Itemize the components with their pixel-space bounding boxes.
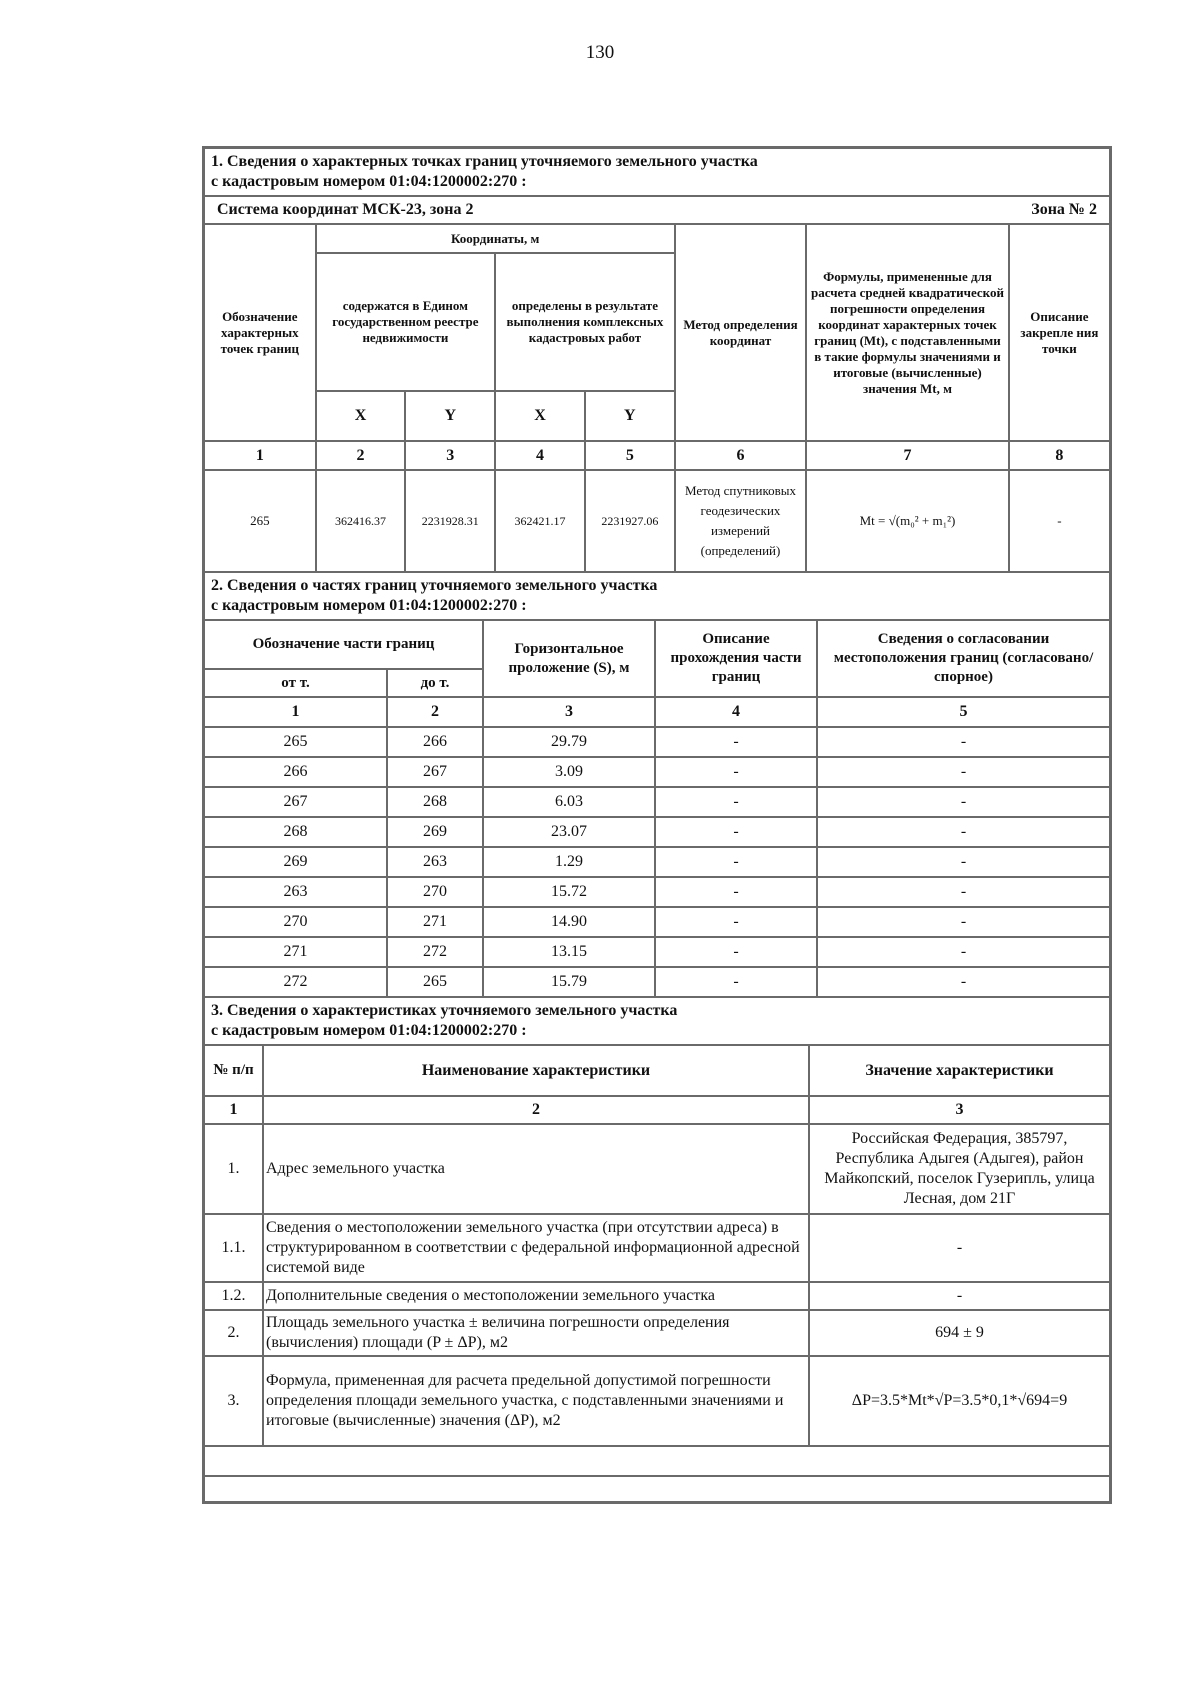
from-point: 270 (205, 907, 387, 937)
row-number: 1.2. (205, 1282, 263, 1310)
from-point: 267 (205, 787, 387, 817)
distance: 3.09 (483, 757, 655, 787)
passage-description: - (655, 967, 817, 997)
col-number: 2 (263, 1096, 809, 1124)
table-row (205, 907, 1109, 937)
section2-title-line1: 2. Сведения о частях границ уточняемого земельного участка (211, 577, 658, 594)
distance: 1.29 (483, 847, 655, 877)
x-determined: 362421.17 (495, 470, 585, 572)
agreement: - (817, 877, 1109, 907)
characteristic-name: Формула, примененная для расчета предельной допустимой погрешности определения площади земельного участка, с подставленными значениями и итоговые (вычисленные) значения (ΔP), м2 (263, 1356, 809, 1446)
distance: 14.90 (483, 907, 655, 937)
to-point: 269 (387, 817, 483, 847)
to-point: 267 (387, 757, 483, 787)
characteristic-name: Адрес земельного участка (263, 1124, 809, 1214)
to-point: 268 (387, 787, 483, 817)
distance: 15.79 (483, 967, 655, 997)
coordinate-system-row (205, 197, 1109, 225)
from-point: 269 (205, 847, 387, 877)
agreement: - (817, 817, 1109, 847)
from-point: 263 (205, 877, 387, 907)
section1-title-line1: 1. Сведения о характерных точках границ уточняемого земельного участка (211, 153, 758, 170)
characteristic-name: Сведения о местоположении земельного участка (при отсутствии адреса) в структурированном в соответствии с федеральной информационной адресной системой виде (263, 1214, 809, 1282)
col-number: 3 (483, 697, 655, 727)
agreement: - (817, 937, 1109, 967)
col-number: 1 (205, 697, 387, 727)
passage-description: - (655, 847, 817, 877)
section1-title (205, 149, 1109, 197)
agreement: - (817, 847, 1109, 877)
distance: 23.07 (483, 817, 655, 847)
table-row (205, 470, 1109, 572)
table-row (205, 1310, 1109, 1356)
header-passage-description: Описание прохождения части границ (655, 621, 817, 697)
characteristic-value: ΔP=3.5*Mt*√P=3.5*0,1*√694=9 (809, 1356, 1109, 1446)
table-row (205, 1214, 1109, 1282)
characteristic-name: Площадь земельного участка ± величина погрешности определения (вычисления) площади (P ± ΔP), м2 (263, 1310, 809, 1356)
header-x-determined: X (495, 391, 585, 441)
section2-title-line2: с кадастровым номером 01:04:1200002:270 : (211, 597, 527, 614)
characteristic-value: - (809, 1214, 1109, 1282)
section3-title-line1: 3. Сведения о характеристиках уточняемого земельного участка (211, 1002, 678, 1019)
page-number: 130 (585, 42, 615, 63)
distance: 29.79 (483, 727, 655, 757)
to-point: 271 (387, 907, 483, 937)
table-row (205, 937, 1109, 967)
to-point: 266 (387, 727, 483, 757)
table-row (205, 877, 1109, 907)
from-point: 266 (205, 757, 387, 787)
header-coordinates: Координаты, м (316, 225, 675, 253)
col-number: 1 (205, 441, 316, 470)
agreement: - (817, 967, 1109, 997)
header-characteristic-value: Значение характеристики (809, 1046, 1109, 1096)
row-number: 1.1. (205, 1214, 263, 1282)
table-row (205, 1356, 1109, 1446)
header-characteristic-name: Наименование характеристики (263, 1046, 809, 1096)
agreement: - (817, 907, 1109, 937)
x-egrn: 362416.37 (316, 470, 406, 572)
header-to-point: до т. (387, 669, 483, 697)
passage-description: - (655, 817, 817, 847)
row-number: 2. (205, 1310, 263, 1356)
row-number: 3. (205, 1356, 263, 1446)
coordinate-system: Система координат МСК-23, зона 2 (217, 201, 474, 218)
formula: Mt = √(m₀² + m₁²) (806, 470, 1009, 572)
to-point: 263 (387, 847, 483, 877)
header-boundary-part: Обозначение части границ (205, 621, 483, 669)
distance: 6.03 (483, 787, 655, 817)
empty-cell (205, 1446, 1109, 1476)
y-egrn: 2231928.31 (405, 470, 495, 572)
col-number: 2 (316, 441, 406, 470)
table-row (205, 787, 1109, 817)
to-point: 265 (387, 967, 483, 997)
section2-title (205, 573, 1109, 621)
header-formulas: Формулы, примененные для расчета средней квадратической погрешности определения координат характерных точек границ (Mt), с подставленными в такие формулы значениями и итоговые (вычисленные) значения Mt, м (806, 225, 1009, 441)
empty-row (205, 1446, 1109, 1476)
col-number: 5 (585, 441, 675, 470)
header-y-egrn: Y (405, 391, 495, 441)
characteristics-table (205, 1046, 1109, 1477)
to-point: 272 (387, 937, 483, 967)
table-row (205, 757, 1109, 787)
header-method: Метод определения координат (675, 225, 807, 441)
y-determined: 2231927.06 (585, 470, 675, 572)
col-number: 2 (387, 697, 483, 727)
header-horizontal-distance: Горизонтальное проложение (S), м (483, 621, 655, 697)
table-row (205, 727, 1109, 757)
col-number: 4 (655, 697, 817, 727)
header-determined-coords: определены в результате выполнения комплексных кадастровых работ (495, 253, 675, 391)
table-row (205, 817, 1109, 847)
characteristic-name: Дополнительные сведения о местоположении земельного участка (263, 1282, 809, 1310)
section3-title-line2: с кадастровым номером 01:04:1200002:270 : (211, 1022, 527, 1039)
characteristic-value: 694 ± 9 (809, 1310, 1109, 1356)
from-point: 272 (205, 967, 387, 997)
row-number: 1. (205, 1124, 263, 1214)
characteristic-value: - (809, 1282, 1109, 1310)
method: Метод спутниковых геодезических измерений (определений) (675, 470, 807, 572)
document-frame (202, 146, 1112, 1504)
point-id: 265 (205, 470, 316, 572)
header-egrn-coords: содержатся в Едином государственном реестре недвижимости (316, 253, 496, 391)
header-point-description: Описание закрепле ния точки (1009, 225, 1109, 441)
passage-description: - (655, 757, 817, 787)
col-number: 8 (1009, 441, 1109, 470)
table-row (205, 1124, 1109, 1214)
passage-description: - (655, 787, 817, 817)
from-point: 268 (205, 817, 387, 847)
passage-description: - (655, 727, 817, 757)
col-number: 3 (405, 441, 495, 470)
col-number: 5 (817, 697, 1109, 727)
header-agreement: Сведения о согласовании местоположения границ (согласовано/спорное) (817, 621, 1109, 697)
passage-description: - (655, 907, 817, 937)
from-point: 265 (205, 727, 387, 757)
distance: 15.72 (483, 877, 655, 907)
header-point-designation: Обозначение характерных точек границ (205, 225, 316, 441)
header-y-determined: Y (585, 391, 675, 441)
col-number: 7 (806, 441, 1009, 470)
table-row (205, 847, 1109, 877)
from-point: 271 (205, 937, 387, 967)
header-row-number: № п/п (205, 1046, 263, 1096)
passage-description: - (655, 877, 817, 907)
col-number: 4 (495, 441, 585, 470)
distance: 13.15 (483, 937, 655, 967)
points-table (205, 225, 1109, 573)
agreement: - (817, 727, 1109, 757)
col-number: 3 (809, 1096, 1109, 1124)
agreement: - (817, 787, 1109, 817)
header-x-egrn: X (316, 391, 406, 441)
header-from-point: от т. (205, 669, 387, 697)
parts-table (205, 621, 1109, 998)
table-row (205, 967, 1109, 997)
col-number: 6 (675, 441, 807, 470)
passage-description: - (655, 937, 817, 967)
section3-title (205, 998, 1109, 1046)
to-point: 270 (387, 877, 483, 907)
agreement: - (817, 757, 1109, 787)
col-number: 1 (205, 1096, 263, 1124)
point-description: - (1009, 470, 1109, 572)
zone-number: Зона № 2 (1031, 201, 1097, 218)
section1-title-line2: с кадастровым номером 01:04:1200002:270 : (211, 173, 527, 190)
table-row (205, 1282, 1109, 1310)
characteristic-value: Российская Федерация, 385797, Республика Адыгея (Адыгея), район Майкопский, поселок Гузерипль, улица Лесная, дом 21Г (809, 1124, 1109, 1214)
